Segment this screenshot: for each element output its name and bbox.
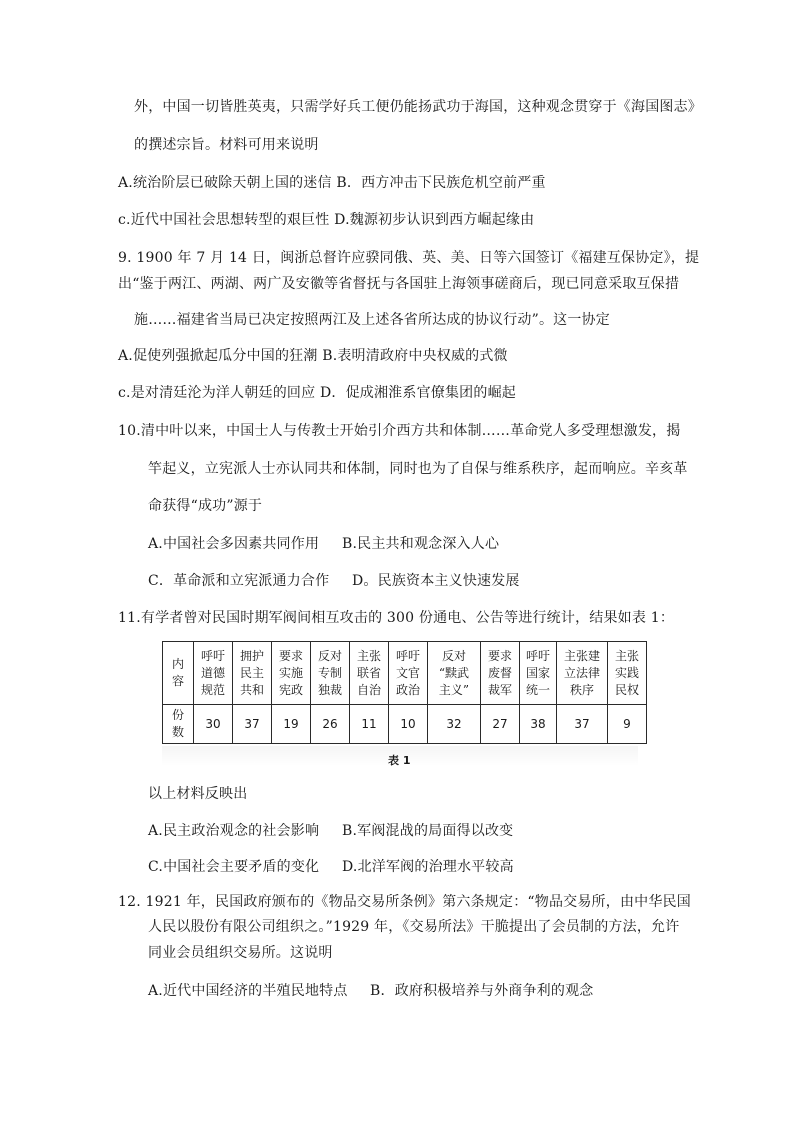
table-cell: 10 (389, 705, 428, 744)
q11-option-c: C.中国社会主要矛盾的变化 (148, 859, 320, 875)
q8-options-cd: c.近代中国社会思想转型的艰巨性 D.魏源初步认识到西方崛起缘由 (118, 212, 535, 228)
q11-line-1: 11.有学者曾对民国时期军阀间相互攻击的 300 份通电、公告等进行统计，结果如表 1： (118, 610, 675, 626)
col-header-line: 民主 (239, 665, 264, 680)
col-header-line: 政治 (395, 682, 420, 697)
table-cell: 38 (520, 705, 557, 744)
col-header-line: 主张建 (563, 648, 600, 663)
col-header-line: “黩武 (438, 665, 470, 680)
row-label-char: 内 (171, 657, 184, 671)
col-header (311, 642, 350, 705)
q11-option-a: A.民主政治观念的社会影响 (148, 823, 320, 839)
col-header-line: 共和 (239, 682, 264, 697)
table-row-header (163, 642, 647, 705)
q11-option-b: B.军阀混战的局面得以改变 (342, 823, 514, 839)
table-caption: 表 1 (388, 754, 411, 767)
col-header-line: 宪政 (278, 682, 303, 697)
q10-line-2: 竿起义，立宪派人士亦认同共和体制，同时也为了自保与维系秩序，起而响应。辛亥革 (148, 461, 688, 477)
table-cell: 26 (311, 705, 350, 744)
q12-option-a: A.近代中国经济的半殖民地特点 (148, 983, 348, 999)
col-header (428, 642, 481, 705)
row-label-content (163, 642, 194, 705)
q12-line-1: 12. 1921 年，民国政府颁布的《物品交易所条例》第六条规定：“物品交易所，由中华民国 (118, 894, 691, 910)
col-header-line: 裁军 (487, 682, 512, 697)
row-label-count (163, 705, 194, 744)
col-header-line: 呼吁 (395, 648, 420, 663)
col-header-line: 独裁 (317, 682, 342, 697)
col-header (194, 642, 233, 705)
col-header (481, 642, 520, 705)
row-label-char: 份 (171, 708, 184, 722)
col-header-line: 实践 (614, 665, 639, 680)
col-header (272, 642, 311, 705)
col-header-line: 实施 (278, 665, 303, 680)
row-label-char: 数 (171, 725, 184, 739)
table-row-values (163, 705, 647, 744)
statistics-table (162, 641, 647, 744)
col-header (557, 642, 608, 705)
col-header-line: 拥护 (239, 648, 264, 663)
col-header-line: 自治 (356, 682, 381, 697)
q10-line-3: 命获得“成功”源于 (148, 498, 263, 514)
q10-option-c: C．革命派和立宪派通力合作 (148, 573, 330, 589)
q10-option-d: D。民族资本主义快速发展 (352, 573, 520, 589)
q11-stem: 以上材料反映出 (148, 786, 248, 802)
col-header (608, 642, 647, 705)
col-header-line: 联省 (356, 665, 381, 680)
col-header (233, 642, 272, 705)
col-header-line: 反对 (441, 648, 466, 663)
q8-line-2: 的撰述宗旨。材料可用来说明 (134, 137, 319, 153)
col-header (350, 642, 389, 705)
row-label-char: 容 (171, 674, 184, 688)
col-header-line: 专制 (317, 665, 342, 680)
q9-options-cd: c.是对清廷沦为洋人朝廷的回应 D．促成湘淮系官僚集团的崛起 (118, 385, 516, 401)
col-header-line: 立法律 (563, 665, 600, 680)
col-header-line: 文官 (395, 665, 420, 680)
q9-line-2: 出“鉴于两江、两湖、两广及安徽等省督抚与各国驻上海领事磋商后，现已同意采取互保措 (118, 276, 680, 292)
q10-option-a: A.中国社会多因素共同作用 (148, 536, 320, 552)
col-header-line: 反对 (317, 648, 342, 663)
q10-option-b: B.民主共和观念深入人心 (342, 536, 500, 552)
q12-line-3: 同业会员组织交易所。这说明 (148, 945, 333, 961)
col-header-line: 秩序 (569, 682, 594, 697)
q10-line-1: 10.清中叶以来，中国士人与传教士开始引介西方共和体制……革命党人多受理想激发，揭 (118, 423, 681, 439)
col-header-line: 民权 (614, 682, 639, 697)
q9-line-3: 施……福建省当局已决定按照两江及上述各省所达成的协议行动”。这一协定 (134, 312, 610, 328)
col-header-line: 规范 (200, 682, 225, 697)
col-header-line: 主张 (614, 648, 639, 663)
q11-option-d: D.北洋军阀的治理水平较高 (342, 859, 514, 875)
col-header-line: 废督 (487, 665, 512, 680)
table-cell: 19 (272, 705, 311, 744)
q9-options-ab: A.促使列强掀起瓜分中国的狂潮 B.表明清政府中央权威的式微 (118, 348, 508, 364)
q12-option-b: B．政府积极培养与外商争利的观念 (370, 983, 594, 999)
col-header (389, 642, 428, 705)
q9-line-1: 9. 1900 年 7 月 14 日，闽浙总督许应骙同俄、英、美、日等六国签订《福建互保协定》，提 (118, 250, 700, 266)
q12-line-2: 人民以股份有限公司组织之。”1929 年，《交易所法》干脆提出了会员制的方法，允许 (148, 919, 680, 935)
col-header-line: 呼吁 (525, 648, 550, 663)
col-header-line: 要求 (487, 648, 512, 663)
table-cell: 37 (557, 705, 608, 744)
col-header-line: 统一 (525, 682, 550, 697)
col-header-line: 国家 (525, 665, 550, 680)
table-cell: 9 (608, 705, 647, 744)
table-cell: 32 (428, 705, 481, 744)
col-header-line: 主义” (438, 682, 470, 697)
table-cell: 27 (481, 705, 520, 744)
q8-line-1: 外，中国一切皆胜英夷，只需学好兵工便仍能扬武功于海国，这种观念贯穿于《海国图志》 (134, 99, 702, 115)
table-cell: 11 (350, 705, 389, 744)
table-cell: 30 (194, 705, 233, 744)
col-header-line: 主张 (356, 648, 381, 663)
col-header-line: 道德 (200, 665, 225, 680)
col-header (520, 642, 557, 705)
table-cell: 37 (233, 705, 272, 744)
col-header-line: 要求 (278, 648, 303, 663)
q8-options-ab: A.统治阶层已破除天朝上国的迷信 B．西方冲击下民族危机空前严重 (118, 175, 546, 191)
col-header-line: 呼吁 (200, 648, 225, 663)
